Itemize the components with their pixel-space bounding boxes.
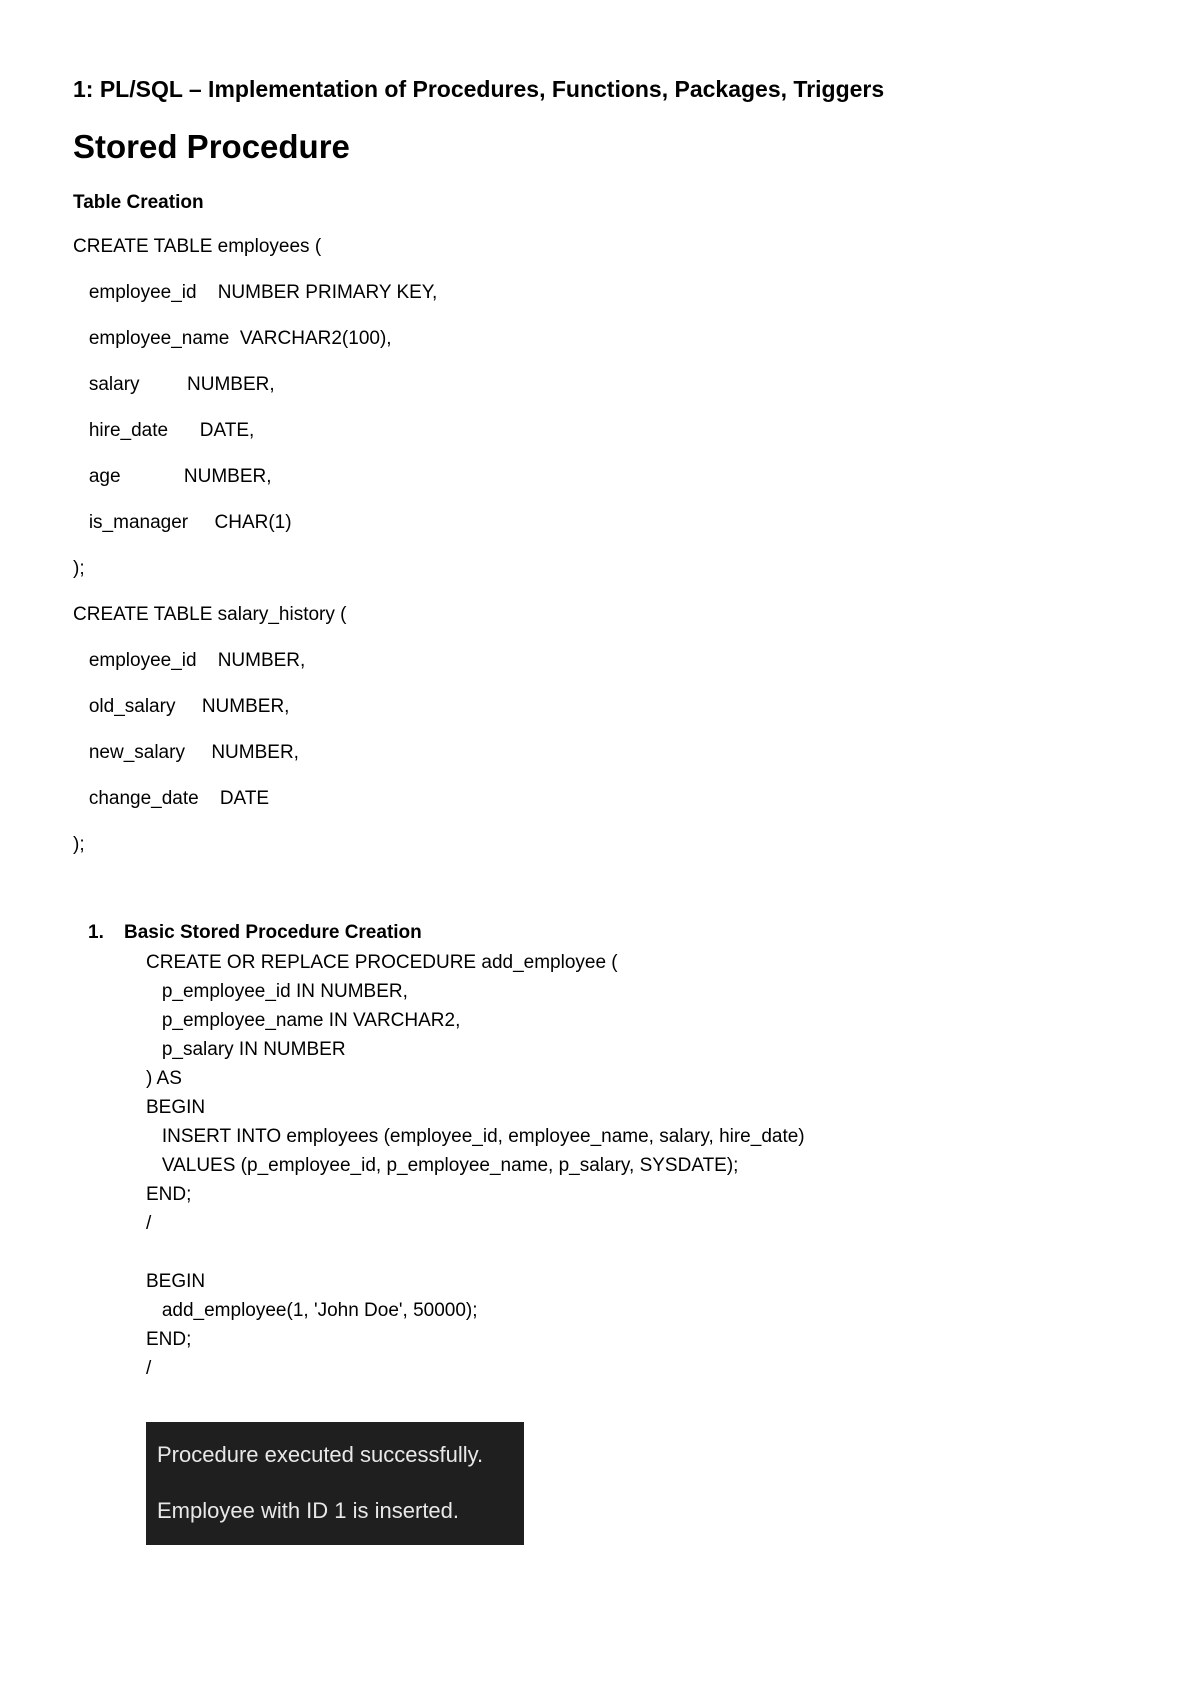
- code-line: salary NUMBER,: [73, 374, 275, 395]
- code-line: p_salary IN NUMBER: [146, 1039, 346, 1060]
- code-line: CREATE OR REPLACE PROCEDURE add_employee (: [146, 952, 618, 973]
- code-line: END;: [146, 1184, 192, 1205]
- output-line: Employee with ID 1 is inserted.: [157, 1498, 460, 1523]
- code-line: BEGIN: [146, 1271, 206, 1292]
- code-line: CREATE TABLE employees (: [73, 236, 322, 257]
- code-line: old_salary NUMBER,: [73, 696, 290, 717]
- code-line: /: [146, 1213, 152, 1234]
- section-title: Stored Procedure: [73, 128, 350, 165]
- document-heading: 1: PL/SQL – Implementation of Procedures, Functions, Packages, Triggers: [73, 76, 885, 102]
- code-line: add_employee(1, 'John Doe', 50000);: [146, 1300, 478, 1321]
- code-line: employee_id NUMBER PRIMARY KEY,: [73, 282, 438, 303]
- list-title-text: Basic Stored Procedure Creation: [124, 922, 422, 943]
- code-line: p_employee_name IN VARCHAR2,: [146, 1010, 461, 1031]
- output-panel: [146, 1422, 524, 1545]
- code-line: );: [73, 558, 85, 579]
- code-line: BEGIN: [146, 1097, 206, 1118]
- code-line: age NUMBER,: [73, 466, 272, 487]
- code-line: INSERT INTO employees (employee_id, employee_name, salary, hire_date): [146, 1126, 805, 1147]
- code-line: employee_id NUMBER,: [73, 650, 306, 671]
- code-line: change_date DATE: [73, 788, 270, 809]
- code-line: );: [73, 834, 85, 855]
- code-line: is_manager CHAR(1): [73, 512, 292, 533]
- subsection-title: Table Creation: [73, 192, 204, 213]
- code-line: new_salary NUMBER,: [73, 742, 299, 763]
- code-line: p_employee_id IN NUMBER,: [146, 981, 408, 1002]
- list-item-title: [88, 922, 422, 944]
- code-line: hire_date DATE,: [73, 420, 255, 441]
- code-line: CREATE TABLE salary_history (: [73, 604, 347, 625]
- code-line: VALUES (p_employee_id, p_employee_name, p_salary, SYSDATE);: [146, 1155, 739, 1176]
- code-line: ) AS: [146, 1068, 182, 1089]
- code-line: /: [146, 1358, 152, 1379]
- list-number: 1.: [88, 922, 104, 943]
- code-line: END;: [146, 1329, 192, 1350]
- code-line: employee_name VARCHAR2(100),: [73, 328, 392, 349]
- output-line: Procedure executed successfully.: [157, 1442, 484, 1467]
